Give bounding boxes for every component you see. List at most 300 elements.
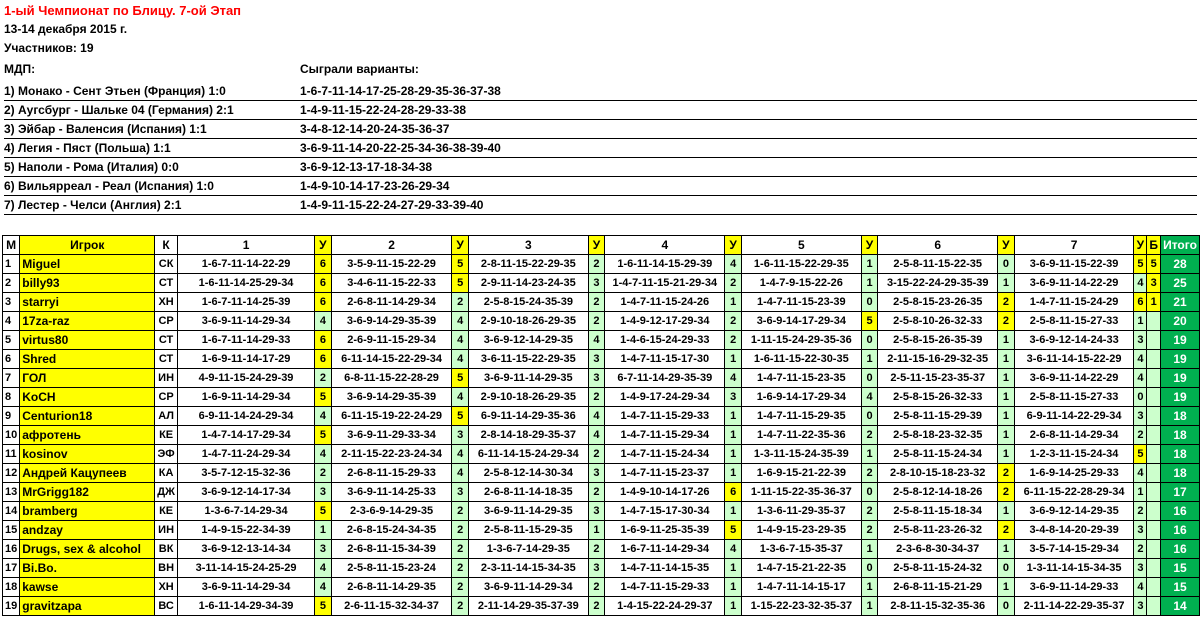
variant-cell: 1-4-7-11-15-29-33	[605, 407, 725, 426]
variant-cell: 2-5-8-11-15-27-33	[1014, 312, 1134, 331]
variant-cell: 2-6-8-11-14-29-34	[331, 293, 452, 312]
variant-cell: 2-5-8-11-15-24-32	[878, 559, 998, 578]
match-name: 7) Лестер - Челси (Англия) 2:1	[4, 198, 182, 212]
variant-cell: 1-6-7-11-14-25-39	[177, 293, 314, 312]
match-row	[4, 195, 1197, 215]
variant-cell: 3-6-9-11-14-29-35	[468, 369, 588, 388]
variant-cell: 3-6-9-11-14-22-29	[1014, 274, 1134, 293]
rank-cell: 4	[3, 312, 20, 331]
bonus-cell	[1147, 369, 1161, 388]
points-cell: 2	[315, 464, 332, 483]
team-code-cell: ДЖ	[155, 483, 178, 502]
variant-cell: 2-5-8-15-26-32-33	[878, 388, 998, 407]
variant-cell: 2-5-8-11-15-23-24	[331, 559, 452, 578]
player-name-cell: kosinov	[20, 445, 155, 464]
points-cell: 4	[1134, 369, 1147, 388]
match-variants: 1-4-9-11-15-22-24-27-29-33-39-40	[300, 198, 484, 212]
points-cell: 2	[725, 331, 742, 350]
table-row	[3, 312, 1200, 331]
variant-cell: 2-9-10-18-26-29-35	[468, 312, 588, 331]
variant-cell: 3-6-9-14-29-35-39	[331, 312, 452, 331]
variant-cell: 3-6-9-14-17-29-34	[741, 312, 861, 331]
points-cell: 5	[315, 502, 332, 521]
variant-cell: 1-6-9-11-25-35-39	[605, 521, 725, 540]
variant-cell: 3-6-9-12-14-17-34	[177, 483, 314, 502]
bonus-cell: 5	[1147, 255, 1161, 274]
points-cell: 1	[998, 540, 1015, 559]
points-cell: 0	[1134, 388, 1147, 407]
variant-cell: 6-11-14-15-22-29-34	[331, 350, 452, 369]
total-cell: 16	[1161, 540, 1200, 559]
points-cell: 2	[725, 312, 742, 331]
total-cell: 19	[1161, 350, 1200, 369]
points-cell: 3	[588, 274, 605, 293]
variant-cell: 1-11-15-22-35-36-37	[741, 483, 861, 502]
rank-cell: 3	[3, 293, 20, 312]
variant-cell: 2-6-8-15-24-34-35	[331, 521, 452, 540]
points-cell: 2	[452, 293, 469, 312]
match-variants: 3-6-9-12-13-17-18-34-38	[300, 160, 433, 174]
bonus-cell	[1147, 578, 1161, 597]
points-cell: 4	[452, 331, 469, 350]
points-cell: 1	[998, 350, 1015, 369]
bonus-cell	[1147, 464, 1161, 483]
player-name-cell: Shred	[20, 350, 155, 369]
variant-cell: 1-6-9-15-21-22-39	[741, 464, 861, 483]
variant-cell: 1-2-3-11-15-24-34	[1014, 445, 1134, 464]
team-code-cell: ХН	[155, 293, 178, 312]
variant-cell: 1-6-9-11-14-29-34	[177, 388, 314, 407]
player-name-cell: andzay	[20, 521, 155, 540]
variant-cell: 2-6-9-11-15-29-34	[331, 331, 452, 350]
col-header-u: У	[1134, 236, 1147, 255]
points-cell: 3	[588, 350, 605, 369]
table-row	[3, 578, 1200, 597]
variant-cell: 1-11-15-24-29-35-36	[741, 331, 861, 350]
variant-cell: 3-6-9-14-29-35-39	[331, 388, 452, 407]
points-cell: 2	[452, 597, 469, 616]
variant-cell: 2-5-8-12-14-18-26	[878, 483, 998, 502]
points-cell: 0	[861, 483, 878, 502]
variant-cell: 2-9-11-14-23-24-35	[468, 274, 588, 293]
points-cell: 2	[588, 483, 605, 502]
participants-count: Участников: 19	[4, 41, 94, 55]
variant-cell: 1-4-7-11-14-15-17	[741, 578, 861, 597]
points-cell: 1	[725, 293, 742, 312]
rank-cell: 5	[3, 331, 20, 350]
rank-cell: 1	[3, 255, 20, 274]
rank-cell: 14	[3, 502, 20, 521]
variant-cell: 1-4-7-14-17-29-34	[177, 426, 314, 445]
variant-cell: 1-6-11-14-15-29-39	[605, 255, 725, 274]
points-cell: 0	[998, 597, 1015, 616]
col-header-player: Игрок	[20, 236, 155, 255]
variant-cell: 3-6-11-15-22-29-35	[468, 350, 588, 369]
rank-cell: 15	[3, 521, 20, 540]
variant-cell: 1-4-9-15-22-34-39	[177, 521, 314, 540]
variant-cell: 1-3-11-14-15-34-35	[1014, 559, 1134, 578]
points-cell: 2	[588, 540, 605, 559]
variant-cell: 1-4-9-12-17-29-34	[605, 312, 725, 331]
points-cell: 2	[588, 388, 605, 407]
points-cell: 2	[588, 597, 605, 616]
variant-cell: 1-4-7-11-15-29-33	[605, 578, 725, 597]
variant-cell: 2-6-8-11-15-34-39	[331, 540, 452, 559]
bonus-cell	[1147, 483, 1161, 502]
points-cell: 3	[1134, 559, 1147, 578]
team-code-cell: КЕ	[155, 502, 178, 521]
rank-cell: 11	[3, 445, 20, 464]
match-variants: 3-6-9-11-14-20-22-25-34-36-38-39-40	[300, 141, 501, 155]
match-row	[4, 138, 1197, 158]
variant-cell: 3-4-6-11-15-22-33	[331, 274, 452, 293]
points-cell: 0	[998, 559, 1015, 578]
points-cell: 4	[315, 407, 332, 426]
col-header-round-1: 1	[177, 236, 314, 255]
variant-cell: 1-4-7-11-15-29-35	[741, 407, 861, 426]
bonus-cell	[1147, 502, 1161, 521]
variant-cell: 2-8-14-18-29-35-37	[468, 426, 588, 445]
points-cell: 6	[725, 483, 742, 502]
total-cell: 17	[1161, 483, 1200, 502]
bonus-cell	[1147, 312, 1161, 331]
points-cell: 6	[315, 350, 332, 369]
points-cell: 4	[725, 540, 742, 559]
table-row	[3, 483, 1200, 502]
player-name-cell: kawse	[20, 578, 155, 597]
match-name: 4) Легия - Пяст (Польша) 1:1	[4, 141, 171, 155]
rank-cell: 7	[3, 369, 20, 388]
points-cell: 5	[861, 312, 878, 331]
points-cell: 4	[452, 350, 469, 369]
player-name-cell: ГОЛ	[20, 369, 155, 388]
player-name-cell: gravitzapa	[20, 597, 155, 616]
rank-cell: 2	[3, 274, 20, 293]
variant-cell: 6-8-11-15-22-28-29	[331, 369, 452, 388]
points-cell: 1	[725, 426, 742, 445]
variant-cell: 1-4-6-15-24-29-33	[605, 331, 725, 350]
points-cell: 2	[452, 502, 469, 521]
points-cell: 4	[315, 312, 332, 331]
points-cell: 4	[315, 559, 332, 578]
points-cell: 4	[588, 407, 605, 426]
points-cell: 1	[861, 597, 878, 616]
match-name: 1) Монако - Сент Этьен (Франция) 1:0	[4, 84, 226, 98]
points-cell: 2	[998, 293, 1015, 312]
variant-cell: 3-6-9-11-14-22-29	[1014, 369, 1134, 388]
team-code-cell: КЕ	[155, 426, 178, 445]
variant-cell: 3-6-9-12-13-14-34	[177, 540, 314, 559]
points-cell: 1	[725, 445, 742, 464]
bonus-cell	[1147, 521, 1161, 540]
variant-cell: 2-11-14-22-29-35-37	[1014, 597, 1134, 616]
total-cell: 14	[1161, 597, 1200, 616]
player-name-cell: KoCH	[20, 388, 155, 407]
variant-cell: 2-5-8-11-15-24-34	[878, 445, 998, 464]
points-cell: 5	[315, 597, 332, 616]
points-cell: 1	[725, 407, 742, 426]
variant-cell: 1-4-7-11-15-24-29	[1014, 293, 1134, 312]
total-cell: 15	[1161, 578, 1200, 597]
points-cell: 0	[861, 293, 878, 312]
bonus-cell	[1147, 331, 1161, 350]
variant-cell: 1-4-9-10-14-17-26	[605, 483, 725, 502]
points-cell: 3	[588, 502, 605, 521]
points-cell: 3	[588, 464, 605, 483]
bonus-cell	[1147, 559, 1161, 578]
points-cell: 3	[1134, 331, 1147, 350]
variant-cell: 1-4-7-11-24-29-34	[177, 445, 314, 464]
points-cell: 5	[452, 407, 469, 426]
match-variants: 3-4-8-12-14-20-24-35-36-37	[300, 122, 450, 136]
team-code-cell: КА	[155, 464, 178, 483]
match-row	[4, 157, 1197, 177]
points-cell: 5	[1134, 255, 1147, 274]
col-header-m: М	[3, 236, 20, 255]
points-cell: 4	[452, 312, 469, 331]
variant-cell: 3-11-14-15-24-25-29	[177, 559, 314, 578]
team-code-cell: СТ	[155, 274, 178, 293]
total-cell: 16	[1161, 502, 1200, 521]
variant-cell: 3-4-8-14-20-29-39	[1014, 521, 1134, 540]
table-row	[3, 445, 1200, 464]
points-cell: 5	[725, 521, 742, 540]
variant-cell: 2-6-8-11-14-29-35	[331, 578, 452, 597]
rank-cell: 10	[3, 426, 20, 445]
points-cell: 4	[861, 388, 878, 407]
variant-cell: 2-8-11-15-22-29-35	[468, 255, 588, 274]
table-row	[3, 426, 1200, 445]
points-cell: 1	[725, 578, 742, 597]
variant-cell: 6-11-15-22-28-29-34	[1014, 483, 1134, 502]
variant-cell: 2-3-6-9-14-29-35	[331, 502, 452, 521]
points-cell: 1	[725, 502, 742, 521]
bonus-cell	[1147, 426, 1161, 445]
points-cell: 2	[1134, 502, 1147, 521]
match-name: 6) Вильярреал - Реал (Испания) 1:0	[4, 179, 214, 193]
points-cell: 3	[588, 559, 605, 578]
points-cell: 4	[1134, 578, 1147, 597]
team-code-cell: СТ	[155, 350, 178, 369]
points-cell: 2	[998, 312, 1015, 331]
col-header-round-3: 3	[468, 236, 588, 255]
points-cell: 1	[998, 388, 1015, 407]
points-cell: 1	[725, 350, 742, 369]
points-cell: 3	[315, 540, 332, 559]
points-cell: 2	[998, 464, 1015, 483]
variant-cell: 2-5-8-18-23-32-35	[878, 426, 998, 445]
variant-cell: 1-4-7-9-15-22-26	[741, 274, 861, 293]
team-code-cell: ВС	[155, 597, 178, 616]
points-cell: 2	[725, 274, 742, 293]
points-cell: 2	[861, 521, 878, 540]
team-code-cell: ХН	[155, 578, 178, 597]
points-cell: 4	[452, 445, 469, 464]
total-cell: 18	[1161, 445, 1200, 464]
variant-cell: 1-3-6-11-29-35-37	[741, 502, 861, 521]
variant-cell: 3-6-9-12-14-29-35	[1014, 502, 1134, 521]
total-cell: 19	[1161, 331, 1200, 350]
variant-cell: 2-5-8-15-24-35-39	[468, 293, 588, 312]
player-name-cell: bramberg	[20, 502, 155, 521]
rank-cell: 9	[3, 407, 20, 426]
points-cell: 5	[315, 388, 332, 407]
variant-cell: 2-5-8-15-23-26-35	[878, 293, 998, 312]
table-row	[3, 597, 1200, 616]
points-cell: 4	[1134, 350, 1147, 369]
points-cell: 1	[861, 540, 878, 559]
variant-cell: 3-6-9-12-14-29-35	[468, 331, 588, 350]
variant-cell: 1-3-6-7-14-29-35	[468, 540, 588, 559]
bonus-cell	[1147, 540, 1161, 559]
variant-cell: 2-5-8-11-15-27-33	[1014, 388, 1134, 407]
variant-cell: 1-4-7-15-21-22-35	[741, 559, 861, 578]
variant-cell: 3-5-7-12-15-32-36	[177, 464, 314, 483]
points-cell: 2	[1134, 540, 1147, 559]
points-cell: 3	[452, 483, 469, 502]
points-cell: 6	[315, 331, 332, 350]
col-header-round-4: 4	[605, 236, 725, 255]
points-cell: 0	[861, 407, 878, 426]
variant-cell: 2-6-8-11-14-18-35	[468, 483, 588, 502]
bonus-cell: 3	[1147, 274, 1161, 293]
match-variants: 1-4-9-10-14-17-23-26-29-34	[300, 179, 450, 193]
total-cell: 28	[1161, 255, 1200, 274]
player-name-cell: Bi.Bo.	[20, 559, 155, 578]
col-header-u: У	[725, 236, 742, 255]
total-cell: 19	[1161, 388, 1200, 407]
variant-cell: 2-5-8-11-23-26-32	[878, 521, 998, 540]
col-header-u: У	[588, 236, 605, 255]
col-header-round-7: 7	[1014, 236, 1134, 255]
points-cell: 2	[452, 540, 469, 559]
variant-cell: 3-6-9-12-14-24-33	[1014, 331, 1134, 350]
points-cell: 2	[998, 483, 1015, 502]
match-row	[4, 119, 1197, 139]
total-cell: 25	[1161, 274, 1200, 293]
match-row	[4, 176, 1197, 196]
variant-cell: 1-6-11-14-29-34-39	[177, 597, 314, 616]
player-name-cell: афротень	[20, 426, 155, 445]
total-cell: 19	[1161, 369, 1200, 388]
total-cell: 15	[1161, 559, 1200, 578]
table-row	[3, 540, 1200, 559]
team-code-cell: ВН	[155, 559, 178, 578]
player-name-cell: virtus80	[20, 331, 155, 350]
team-code-cell: ВК	[155, 540, 178, 559]
variant-cell: 2-6-8-11-15-29-33	[331, 464, 452, 483]
col-header-k: К	[155, 236, 178, 255]
variant-cell: 1-4-7-11-15-29-34	[605, 426, 725, 445]
variant-cell: 2-6-8-11-14-29-34	[1014, 426, 1134, 445]
rank-cell: 17	[3, 559, 20, 578]
table-row	[3, 521, 1200, 540]
points-cell: 1	[1134, 312, 1147, 331]
points-cell: 0	[861, 559, 878, 578]
variant-cell: 1-4-7-11-15-24-26	[605, 293, 725, 312]
variant-cell: 2-11-15-22-23-24-34	[331, 445, 452, 464]
points-cell: 1	[998, 445, 1015, 464]
col-header-total: Итого	[1161, 236, 1200, 255]
rank-cell: 19	[3, 597, 20, 616]
total-cell: 16	[1161, 521, 1200, 540]
bonus-cell	[1147, 350, 1161, 369]
points-cell: 2	[588, 293, 605, 312]
variant-cell: 2-5-8-11-15-29-35	[468, 521, 588, 540]
variant-cell: 2-9-10-18-26-29-35	[468, 388, 588, 407]
match-name: 2) Аугсбург - Шальке 04 (Германия) 2:1	[4, 103, 234, 117]
points-cell: 1	[861, 274, 878, 293]
variant-cell: 1-4-7-11-15-21-29-34	[605, 274, 725, 293]
table-row	[3, 559, 1200, 578]
points-cell: 1	[998, 426, 1015, 445]
total-cell: 18	[1161, 464, 1200, 483]
points-cell: 5	[1134, 445, 1147, 464]
total-cell: 21	[1161, 293, 1200, 312]
variant-cell: 1-3-6-7-15-35-37	[741, 540, 861, 559]
variant-cell: 1-6-9-14-25-29-33	[1014, 464, 1134, 483]
table-row	[3, 255, 1200, 274]
points-cell: 5	[452, 369, 469, 388]
variant-cell: 2-5-8-15-26-35-39	[878, 331, 998, 350]
points-cell: 0	[861, 369, 878, 388]
points-cell: 2	[452, 559, 469, 578]
col-header-round-2: 2	[331, 236, 452, 255]
variant-cell: 1-6-11-15-22-29-35	[741, 255, 861, 274]
variant-cell: 1-6-9-14-17-29-34	[741, 388, 861, 407]
col-header-round-6: 6	[878, 236, 998, 255]
col-header-bonus: Б	[1147, 236, 1161, 255]
points-cell: 1	[861, 255, 878, 274]
variant-cell: 1-4-7-11-14-15-35	[605, 559, 725, 578]
points-cell: 4	[1134, 274, 1147, 293]
match-variants: 1-4-9-11-15-22-24-28-29-33-38	[300, 103, 467, 117]
total-cell: 18	[1161, 426, 1200, 445]
team-code-cell: СТ	[155, 331, 178, 350]
match-row	[4, 100, 1197, 120]
table-row	[3, 388, 1200, 407]
variant-cell: 3-6-9-11-29-33-34	[331, 426, 452, 445]
variant-cell: 3-6-9-11-14-29-35	[468, 502, 588, 521]
points-cell: 2	[861, 426, 878, 445]
table-row	[3, 274, 1200, 293]
table-row	[3, 369, 1200, 388]
points-cell: 4	[452, 388, 469, 407]
points-cell: 0	[998, 255, 1015, 274]
team-code-cell: АЛ	[155, 407, 178, 426]
points-cell: 4	[1134, 464, 1147, 483]
variant-cell: 3-6-11-14-15-22-29	[1014, 350, 1134, 369]
player-name-cell: Miguel	[20, 255, 155, 274]
variant-cell: 3-6-9-11-14-29-33	[1014, 578, 1134, 597]
total-cell: 20	[1161, 312, 1200, 331]
variant-cell: 1-4-15-22-24-29-37	[605, 597, 725, 616]
points-cell: 3	[452, 426, 469, 445]
points-cell: 2	[861, 464, 878, 483]
points-cell: 1	[998, 369, 1015, 388]
variant-cell: 1-6-7-11-14-22-29	[177, 255, 314, 274]
variant-cell: 2-5-8-12-14-30-34	[468, 464, 588, 483]
variant-cell: 2-3-11-14-15-34-35	[468, 559, 588, 578]
variant-cell: 2-11-14-29-35-37-39	[468, 597, 588, 616]
variant-cell: 1-3-6-7-14-29-34	[177, 502, 314, 521]
page-title: 1-ый Чемпионат по Блицу. 7-ой Этап	[4, 3, 242, 18]
variant-cell: 1-4-7-11-15-17-30	[605, 350, 725, 369]
points-cell: 2	[861, 502, 878, 521]
points-cell: 1	[725, 559, 742, 578]
team-code-cell: ИН	[155, 369, 178, 388]
table-row	[3, 293, 1200, 312]
